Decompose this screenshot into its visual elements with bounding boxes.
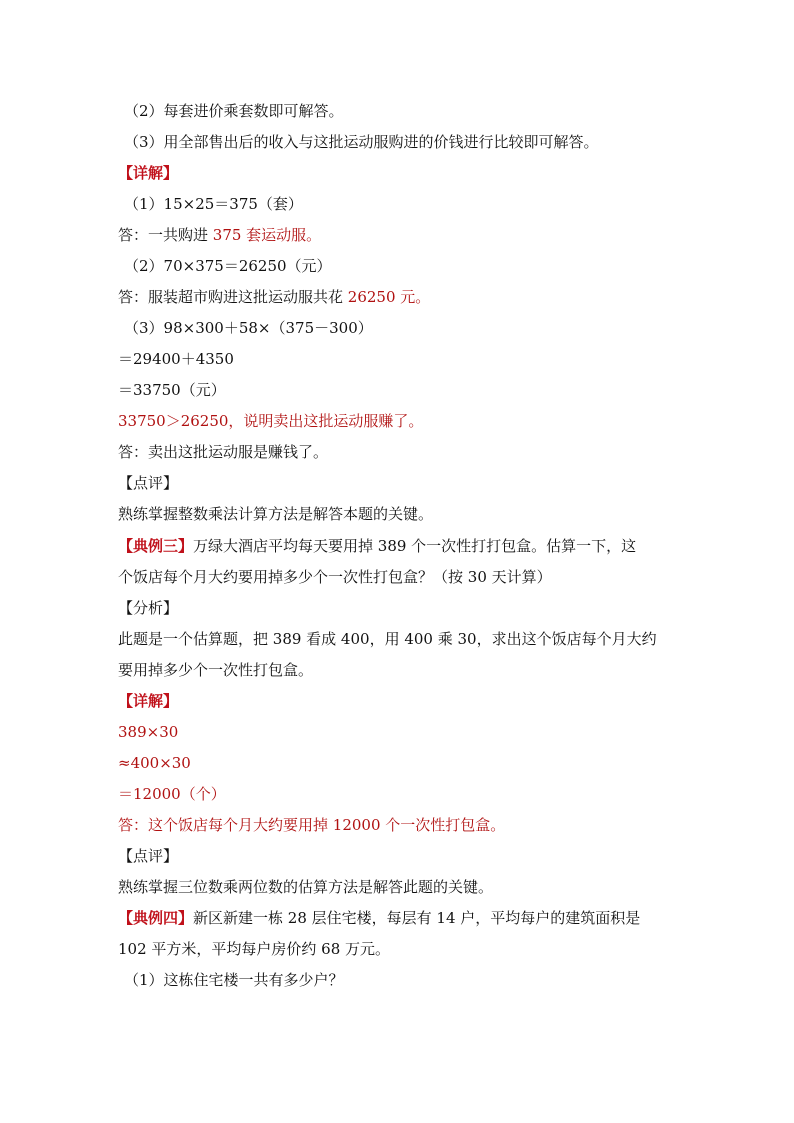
text-line-l20: [118, 690, 678, 712]
text-line-l25: [118, 845, 678, 867]
text-line-l03: [118, 162, 678, 184]
text-line-l08: [124, 317, 684, 339]
text-line-l17: [118, 597, 678, 619]
text-segment: （1）15×25＝375（套）: [124, 195, 303, 213]
text-segment: 【典例四】: [118, 909, 194, 927]
text-segment: 【点评】: [118, 474, 179, 492]
text-line-l06: [124, 255, 684, 277]
text-segment: 【典例三】: [118, 537, 194, 555]
text-segment: ＝12000（个）: [118, 785, 226, 803]
text-segment: （2）70×375＝26250（元）: [124, 257, 332, 275]
text-line-l15: [118, 535, 678, 557]
text-line-l23: [118, 783, 678, 805]
text-segment: 个饭店每个月大约要用掉多少个一次性打包盒？（按 30 天计算）: [118, 568, 552, 586]
text-segment: （2）每套进价乘套数即可解答。: [124, 102, 344, 120]
text-line-l10: [118, 379, 678, 401]
text-line-l21: [118, 721, 678, 743]
text-segment: 102 平方米，平均每户房价约 68 万元。: [118, 940, 391, 958]
text-segment: 答：一共购进: [118, 226, 213, 244]
text-line-l26: [118, 876, 678, 898]
text-segment: 新区新建一栋 28 层住宅楼，每层有 14 户，平均每户的建筑面积是: [193, 909, 641, 927]
text-line-l05: [118, 224, 678, 246]
text-line-l09: [118, 348, 678, 370]
text-line-l04: [124, 193, 684, 215]
text-segment: 33750＞26250，说明卖出这批运动服赚了。: [118, 412, 424, 430]
text-segment: 【分析】: [118, 599, 179, 617]
text-segment: 389×30: [118, 723, 179, 741]
text-segment: 【详解】: [118, 692, 179, 710]
text-segment: 答：服装超市购进这批运动服共花: [118, 288, 348, 306]
text-line-l12: [118, 441, 678, 463]
text-segment: 26250 元。: [347, 288, 431, 306]
text-line-l07: [118, 286, 678, 308]
text-line-l13: [118, 472, 678, 494]
text-segment: 此题是一个估算题，把 389 看成 400，用 400 乘 30，求出这个饭店每个月大约: [118, 630, 657, 648]
text-line-l18: [118, 628, 678, 650]
text-segment: 375 套运动服。: [212, 226, 322, 244]
text-segment: 答：这个饭店每个月大约要用掉 12000 个一次性打包盒。: [118, 816, 506, 834]
text-line-l02: [124, 131, 684, 153]
text-line-l16: [118, 566, 678, 588]
text-segment: 【点评】: [118, 847, 179, 865]
text-line-l28: [118, 938, 678, 960]
text-segment: 熟练掌握整数乘法计算方法是解答本题的关键。: [118, 505, 434, 523]
text-segment: ≈400×30: [118, 754, 191, 772]
text-segment: ＝33750（元）: [118, 381, 226, 399]
text-segment: （1）这栋住宅楼一共有多少户？: [124, 971, 344, 989]
text-segment: 万绿大酒店平均每天要用掉 389 个一次性打打包盒。估算一下，这: [193, 537, 637, 555]
text-line-l24: [118, 814, 678, 836]
text-line-l14: [118, 503, 678, 525]
text-line-l11: [118, 410, 678, 432]
text-line-l19: [118, 659, 678, 681]
text-segment: 熟练掌握三位数乘两位数的估算方法是解答此题的关键。: [118, 878, 494, 896]
text-segment: ＝29400＋4350: [118, 350, 234, 368]
text-segment: 要用掉多少个一次性打包盒。: [118, 661, 314, 679]
text-line-l27: [118, 907, 678, 929]
text-line-l01: [124, 100, 684, 122]
text-line-l22: [118, 752, 678, 774]
text-segment: （3）98×300＋58×（375－300）: [124, 319, 373, 337]
text-line-l29: [124, 969, 684, 991]
text-segment: 答：卖出这批运动服是赚钱了。: [118, 443, 329, 461]
text-segment: （3）用全部售出后的收入与这批运动服购进的价钱进行比较即可解答。: [124, 133, 599, 151]
text-segment: 【详解】: [118, 164, 179, 182]
